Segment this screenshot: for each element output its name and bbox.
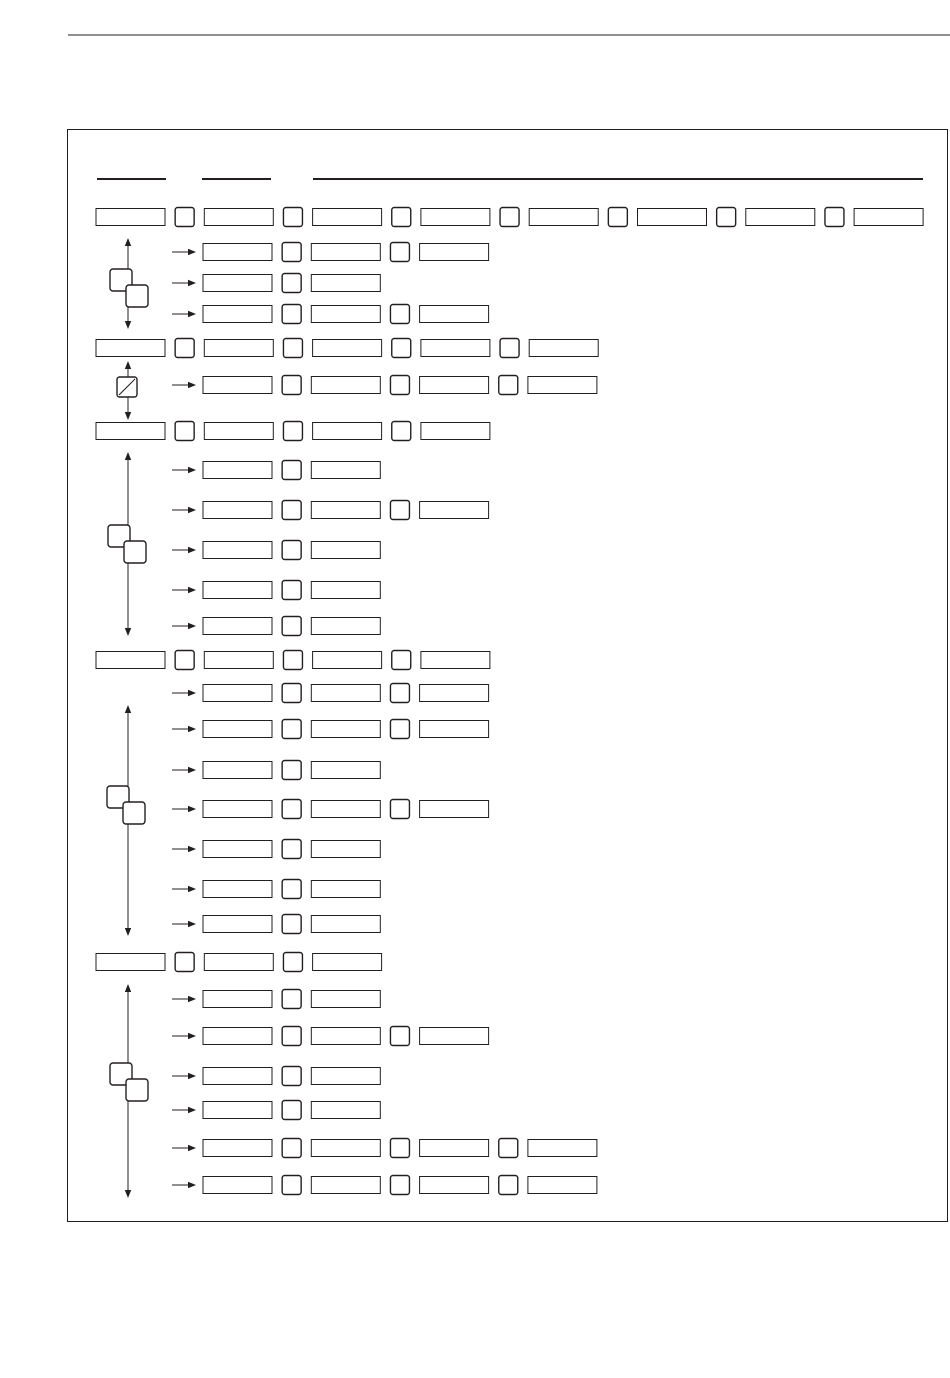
enter-key-icon[interactable] (500, 208, 519, 227)
menu-field[interactable] (311, 881, 380, 898)
enter-key-icon[interactable] (392, 208, 411, 227)
menu-field[interactable] (204, 954, 273, 971)
menu-field[interactable] (313, 209, 382, 226)
menu-field[interactable] (420, 1140, 489, 1157)
menu-row (96, 208, 923, 227)
submenu-group (110, 238, 489, 329)
submenu-group (117, 361, 597, 420)
menu-field[interactable] (311, 721, 380, 738)
arrow-right-icon (172, 690, 196, 696)
menu-row (96, 953, 382, 972)
menu-field[interactable] (203, 801, 272, 818)
menu-field[interactable] (311, 801, 380, 818)
submenu-row (203, 800, 489, 819)
menu-field[interactable] (420, 721, 489, 738)
submenu-row (203, 541, 380, 560)
enter-key-icon[interactable] (390, 684, 409, 703)
menu-field[interactable] (311, 1140, 380, 1157)
menu-field[interactable] (311, 618, 380, 635)
submenu-row (203, 880, 380, 899)
menu-field[interactable] (311, 244, 380, 261)
enter-key-icon[interactable] (717, 208, 736, 227)
arrow-right-icon (172, 1182, 196, 1188)
enter-key-icon[interactable] (392, 651, 411, 670)
menu-field[interactable] (204, 340, 273, 357)
enter-key-icon[interactable] (282, 617, 301, 636)
menu-field[interactable] (420, 377, 489, 394)
menu-field[interactable] (311, 916, 380, 933)
menu-field[interactable] (638, 209, 707, 226)
menu-row (96, 339, 598, 358)
menu-field[interactable] (203, 582, 272, 599)
enter-key-icon[interactable] (283, 953, 302, 972)
submenu-row (203, 720, 489, 739)
submenu-row (203, 461, 380, 480)
enter-key-icon[interactable] (282, 720, 301, 739)
enter-key-icon[interactable] (392, 422, 411, 441)
menu-field[interactable] (203, 1028, 272, 1045)
enter-key-icon[interactable] (499, 1176, 518, 1195)
submenu-row (203, 274, 380, 293)
enter-key-icon[interactable] (175, 953, 194, 972)
menu-field[interactable] (311, 542, 380, 559)
menu-field[interactable] (203, 377, 272, 394)
menu-field[interactable] (203, 244, 272, 261)
enter-key-icon[interactable] (390, 1176, 409, 1195)
menu-field[interactable] (311, 1102, 380, 1119)
menu-field[interactable] (203, 502, 272, 519)
arrow-right-icon (172, 1107, 196, 1113)
submenu-row (203, 684, 489, 703)
enter-key-icon[interactable] (175, 422, 194, 441)
enter-key-icon[interactable] (499, 1139, 518, 1158)
enter-key-icon[interactable] (282, 761, 301, 780)
menu-field[interactable] (529, 209, 598, 226)
menu-field[interactable] (203, 542, 272, 559)
toggle-key-icon (117, 377, 137, 397)
enter-key-icon[interactable] (175, 651, 194, 670)
menu-field[interactable] (420, 502, 489, 519)
enter-key-icon[interactable] (283, 339, 302, 358)
enter-key-icon[interactable] (390, 1027, 409, 1046)
arrow-right-icon (172, 886, 196, 892)
menu-field[interactable] (420, 1177, 489, 1194)
enter-key-icon[interactable] (282, 581, 301, 600)
enter-key-icon[interactable] (390, 1139, 409, 1158)
arrow-right-icon (172, 1073, 196, 1079)
menu-field[interactable] (420, 685, 489, 702)
menu-field[interactable] (311, 762, 380, 779)
menu-field[interactable] (203, 841, 272, 858)
enter-key-icon[interactable] (282, 243, 301, 262)
submenu-row (203, 1101, 380, 1120)
enter-key-icon[interactable] (282, 915, 301, 934)
enter-key-icon[interactable] (390, 800, 409, 819)
enter-key-icon[interactable] (175, 339, 194, 358)
menu-field[interactable] (203, 685, 272, 702)
menu-row (96, 422, 490, 441)
menu-field[interactable] (311, 275, 380, 292)
menu-field[interactable] (420, 306, 489, 323)
enter-key-icon[interactable] (825, 208, 844, 227)
arrow-right-icon (172, 311, 196, 317)
arrow-right-icon (172, 467, 196, 473)
enter-key-icon[interactable] (283, 422, 302, 441)
menu-field[interactable] (96, 423, 165, 440)
up-down-keys-icon (107, 786, 145, 824)
menu-field[interactable] (203, 1068, 272, 1085)
submenu-row (203, 581, 380, 600)
arrow-right-icon (172, 280, 196, 286)
menu-field[interactable] (96, 340, 165, 357)
arrow-right-icon (172, 806, 196, 812)
menu-field[interactable] (311, 582, 380, 599)
arrow-right-icon (172, 587, 196, 593)
arrow-right-icon (172, 921, 196, 927)
submenu-row (203, 915, 380, 934)
enter-key-icon[interactable] (282, 501, 301, 520)
menu-field[interactable] (528, 1177, 597, 1194)
menu-field[interactable] (529, 340, 598, 357)
menu-field[interactable] (421, 209, 490, 226)
enter-key-icon[interactable] (283, 651, 302, 670)
enter-key-icon[interactable] (499, 376, 518, 395)
menu-field[interactable] (313, 423, 382, 440)
arrow-right-icon (172, 507, 196, 513)
menu-field[interactable] (311, 1068, 380, 1085)
up-down-keys-icon (110, 269, 148, 307)
menu-field[interactable] (420, 801, 489, 818)
enter-key-icon[interactable] (282, 376, 301, 395)
enter-key-icon[interactable] (282, 684, 301, 703)
menu-field[interactable] (311, 1028, 380, 1045)
enter-key-icon[interactable] (282, 1101, 301, 1120)
diagram-frame (68, 130, 948, 1222)
enter-key-icon[interactable] (282, 1176, 301, 1195)
arrow-right-icon (172, 1145, 196, 1151)
enter-key-icon[interactable] (282, 1139, 301, 1158)
enter-key-icon[interactable] (500, 339, 519, 358)
menu-field[interactable] (203, 462, 272, 479)
menu-field[interactable] (96, 954, 165, 971)
arrow-right-icon (172, 547, 196, 553)
enter-key-icon[interactable] (390, 501, 409, 520)
menu-field[interactable] (203, 306, 272, 323)
menu-field[interactable] (528, 377, 597, 394)
enter-key-icon[interactable] (282, 1067, 301, 1086)
menu-field[interactable] (421, 340, 490, 357)
menu-field[interactable] (311, 502, 380, 519)
submenu-row (203, 305, 489, 324)
arrow-right-icon (172, 382, 196, 388)
arrow-right-icon (172, 1033, 196, 1039)
menu-field[interactable] (204, 423, 273, 440)
enter-key-icon[interactable] (175, 208, 194, 227)
enter-key-icon[interactable] (392, 339, 411, 358)
submenu-row (203, 376, 597, 395)
menu-field[interactable] (311, 1177, 380, 1194)
enter-key-icon[interactable] (282, 880, 301, 899)
submenu-row (203, 1027, 489, 1046)
menu-field[interactable] (203, 721, 272, 738)
menu-field[interactable] (313, 340, 382, 357)
menu-field[interactable] (420, 244, 489, 261)
arrow-right-icon (172, 996, 196, 1002)
submenu-row (203, 1139, 597, 1158)
menu-field[interactable] (96, 209, 165, 226)
submenu-group (110, 984, 597, 1198)
up-down-keys-icon (110, 1063, 148, 1101)
menu-row (96, 651, 490, 670)
submenu-group (107, 684, 489, 937)
enter-key-icon[interactable] (282, 541, 301, 560)
enter-key-icon[interactable] (282, 274, 301, 293)
menu-field[interactable] (203, 1102, 272, 1119)
menu-field[interactable] (203, 762, 272, 779)
submenu-row (203, 1176, 597, 1195)
menu-field[interactable] (311, 377, 380, 394)
enter-key-icon[interactable] (390, 243, 409, 262)
menu-field[interactable] (203, 1140, 272, 1157)
arrow-right-icon (172, 846, 196, 852)
menu-field[interactable] (311, 991, 380, 1008)
submenu-row (203, 761, 380, 780)
menu-field[interactable] (420, 1028, 489, 1045)
menu-field[interactable] (203, 618, 272, 635)
enter-key-icon[interactable] (282, 840, 301, 859)
enter-key-icon[interactable] (282, 305, 301, 324)
menu-field[interactable] (311, 462, 380, 479)
enter-key-icon[interactable] (390, 376, 409, 395)
enter-key-icon[interactable] (390, 720, 409, 739)
menu-field[interactable] (203, 1177, 272, 1194)
menu-field[interactable] (96, 652, 165, 669)
submenu-groups (107, 238, 597, 1198)
enter-key-icon[interactable] (390, 305, 409, 324)
menu-field[interactable] (311, 841, 380, 858)
menu-field[interactable] (203, 991, 272, 1008)
enter-key-icon[interactable] (282, 990, 301, 1009)
enter-key-icon[interactable] (282, 1027, 301, 1046)
submenu-row (203, 617, 380, 636)
menu-field[interactable] (421, 652, 490, 669)
menu-field[interactable] (313, 652, 382, 669)
menu-field[interactable] (854, 209, 923, 226)
enter-key-icon[interactable] (283, 208, 302, 227)
arrow-right-icon (172, 249, 196, 255)
menu-field[interactable] (746, 209, 815, 226)
submenu-group (108, 452, 489, 636)
menu-field[interactable] (204, 652, 273, 669)
arrow-right-icon (172, 623, 196, 629)
menu-field[interactable] (204, 209, 273, 226)
submenu-row (203, 243, 489, 262)
enter-key-icon[interactable] (282, 800, 301, 819)
enter-key-icon[interactable] (608, 208, 627, 227)
enter-key-icon[interactable] (282, 461, 301, 480)
menu-field[interactable] (203, 275, 272, 292)
submenu-row (203, 1067, 380, 1086)
submenu-row (203, 501, 489, 520)
submenu-row (203, 840, 380, 859)
arrow-right-icon (172, 767, 196, 773)
menu-field[interactable] (313, 954, 382, 971)
arrow-right-icon (172, 726, 196, 732)
up-down-keys-icon (108, 525, 146, 563)
submenu-row (203, 990, 380, 1009)
menu-field[interactable] (203, 916, 272, 933)
menu-field[interactable] (311, 306, 380, 323)
menu-field[interactable] (311, 685, 380, 702)
menu-field[interactable] (203, 881, 272, 898)
menu-field[interactable] (421, 423, 490, 440)
menu-field[interactable] (528, 1140, 597, 1157)
